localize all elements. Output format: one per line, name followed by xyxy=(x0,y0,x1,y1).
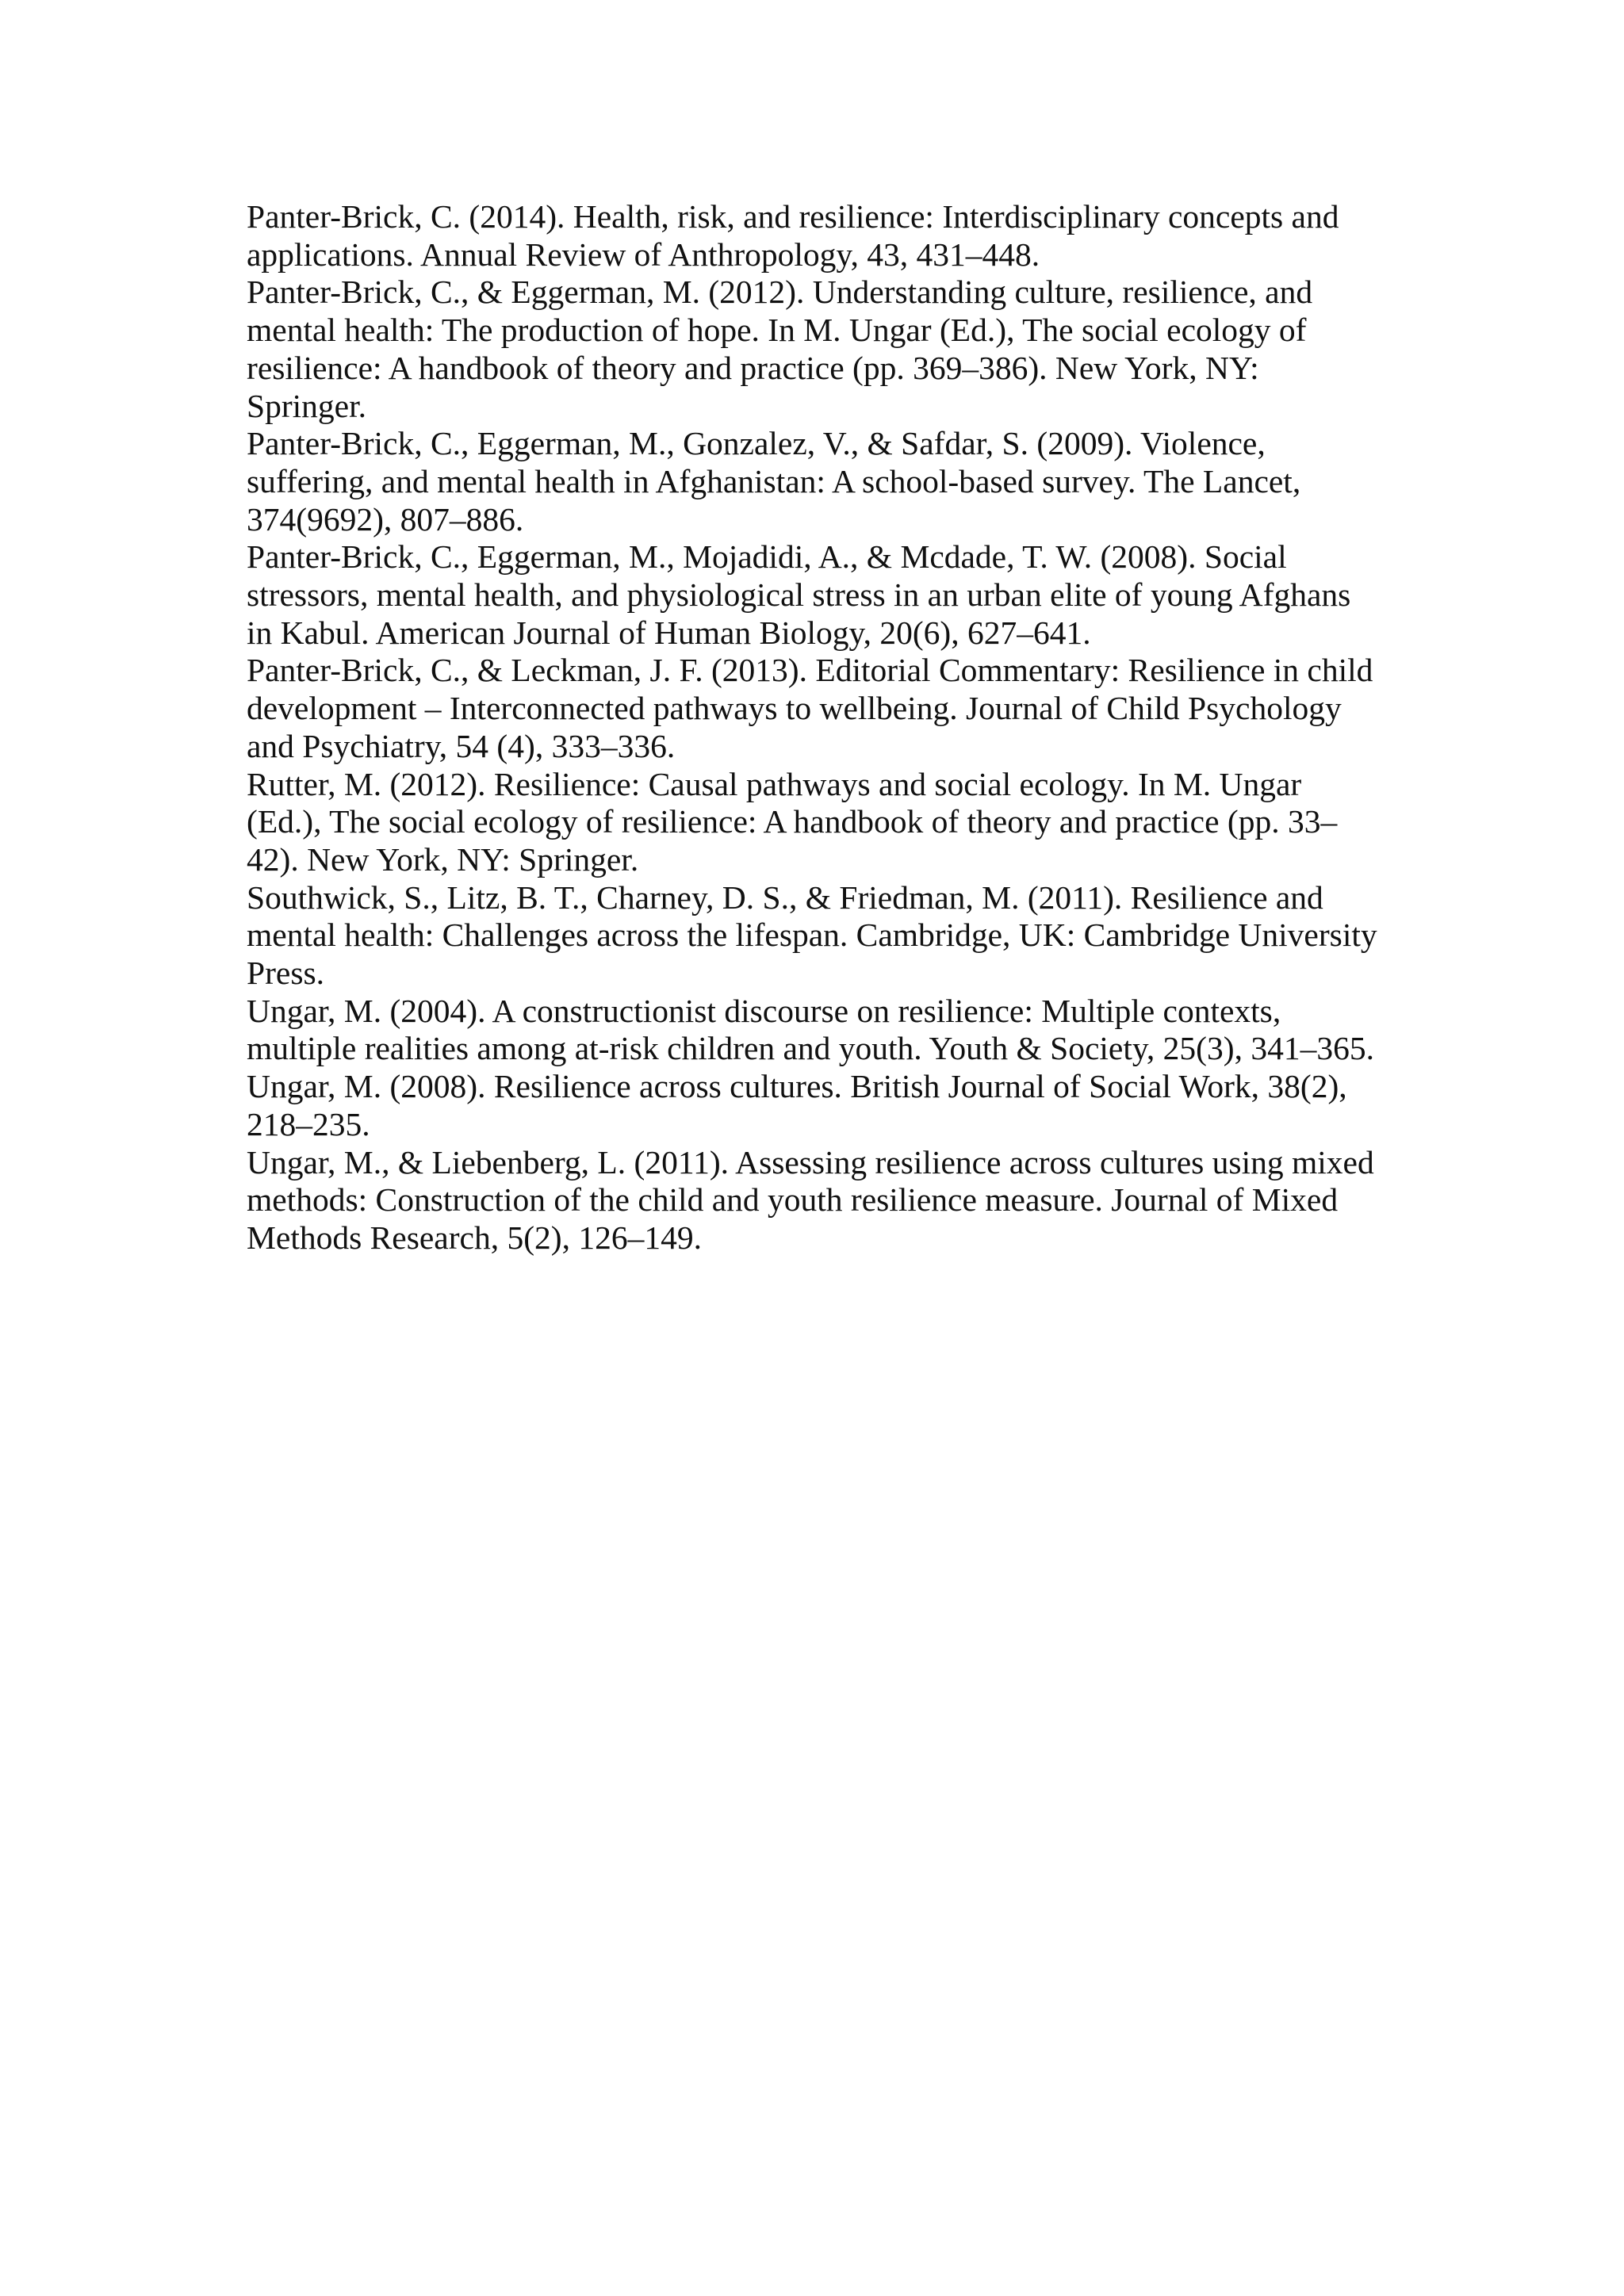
reference-entry xyxy=(247,1068,1388,1143)
reference-line: in Kabul. American Journal of Human Biology, 20(6), 627–641. xyxy=(247,614,1091,651)
reference-line: Panter-Brick, C. (2014). Health, risk, and resilience: Interdisciplinary concepts and xyxy=(247,198,1339,235)
reference-line: mental health: Challenges across the lifespan. Cambridge, UK: Cambridge University xyxy=(247,916,1377,954)
reference-entry xyxy=(247,274,1388,425)
reference-entry xyxy=(247,766,1388,879)
reference-line: 42). New York, NY: Springer. xyxy=(247,840,639,878)
reference-line: Press. xyxy=(247,955,324,992)
reference-entry xyxy=(247,538,1388,652)
reference-entry xyxy=(247,198,1388,274)
reference-line: methods: Construction of the child and youth resilience measure. Journal of Mixed xyxy=(247,1181,1339,1219)
reference-line: Panter-Brick, C., & Eggerman, M. (2012). Understanding culture, resilience, and xyxy=(247,274,1313,311)
reference-line: (Ed.), The social ecology of resilience: A handbook of theory and practice (pp. 33– xyxy=(247,803,1338,840)
reference-line: Methods Research, 5(2), 126–149. xyxy=(247,1219,702,1256)
reference-line: resilience: A handbook of theory and practice (pp. 369–386). New York, NY: xyxy=(247,349,1259,386)
reference-entry xyxy=(247,1144,1388,1257)
reference-line: applications. Annual Review of Anthropology, 43, 431–448. xyxy=(247,235,1040,273)
reference-line: suffering, and mental health in Afghanistan: A school-based survey. The Lancet, xyxy=(247,462,1301,499)
reference-line: development – Interconnected pathways to wellbeing. Journal of Child Psychology xyxy=(247,690,1342,727)
reference-line: Ungar, M. (2008). Resilience across cultures. British Journal of Social Work, 38(2), xyxy=(247,1068,1347,1105)
reference-line: Ungar, M. (2004). A constructionist discourse on resilience: Multiple contexts, xyxy=(247,992,1281,1029)
reference-line: Panter-Brick, C., Eggerman, M., Mojadidi, A., & Mcdade, T. W. (2008). Social xyxy=(247,538,1287,576)
reference-entry xyxy=(247,425,1388,538)
reference-entry xyxy=(247,879,1388,993)
reference-line: Ungar, M., & Liebenberg, L. (2011). Assessing resilience across cultures using mixed xyxy=(247,1143,1374,1181)
reference-line: mental health: The production of hope. In M. Ungar (Ed.), The social ecology of xyxy=(247,312,1307,349)
reference-line: 218–235. xyxy=(247,1105,370,1142)
reference-entry xyxy=(247,993,1388,1068)
reference-list xyxy=(247,198,1388,1257)
reference-line: Rutter, M. (2012). Resilience: Causal pathways and social ecology. In M. Ungar xyxy=(247,765,1302,802)
reference-line: Panter-Brick, C., & Leckman, J. F. (2013). Editorial Commentary: Resilience in child xyxy=(247,652,1373,689)
reference-line: and Psychiatry, 54 (4), 333–336. xyxy=(247,727,676,764)
reference-entry xyxy=(247,652,1388,765)
reference-line: 374(9692), 807–886. xyxy=(247,500,524,538)
reference-line: multiple realities among at-risk children and youth. Youth & Society, 25(3), 341–365. xyxy=(247,1030,1374,1067)
reference-line: Southwick, S., Litz, B. T., Charney, D. S., & Friedman, M. (2011). Resilience and xyxy=(247,878,1323,916)
reference-line: Springer. xyxy=(247,387,367,424)
reference-line: stressors, mental health, and physiological stress in an urban elite of young Afghans xyxy=(247,576,1351,614)
reference-line: Panter-Brick, C., Eggerman, M., Gonzalez, V., & Safdar, S. (2009). Violence, xyxy=(247,425,1266,462)
